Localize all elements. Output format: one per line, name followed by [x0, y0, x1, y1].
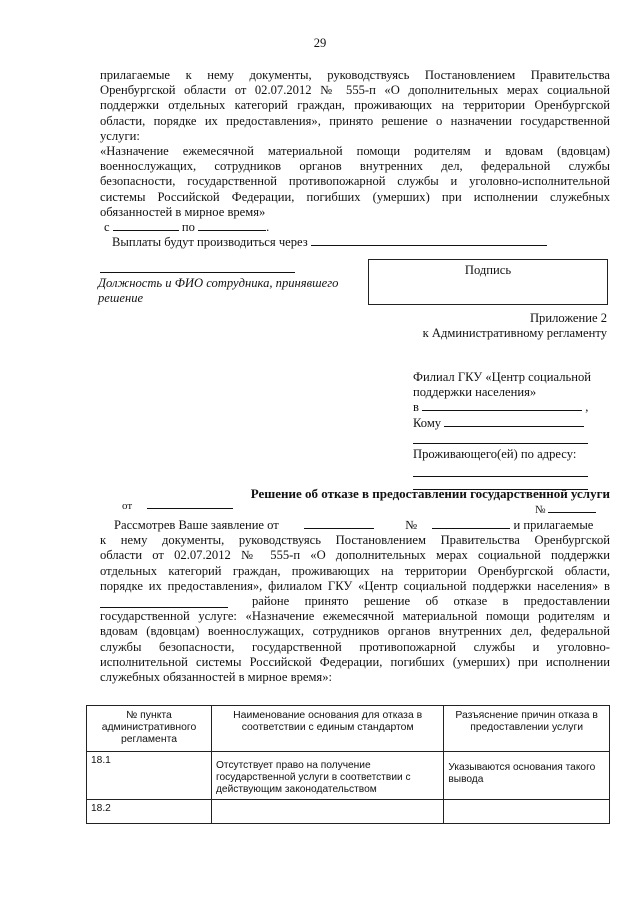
district-blank[interactable]	[100, 594, 228, 608]
decision-body-line: порядке их предоставления», филиалом ГКУ «Центр социальной поддержки населения» в	[100, 578, 610, 593]
table-row	[87, 752, 610, 800]
intro-paragraph	[100, 68, 610, 250]
decision-body-text: Рассмотрев Ваше заявление от	[114, 518, 279, 532]
decision-body-line: отдельных категорий граждан, проживающих на территории Оренбургской области,	[100, 563, 610, 578]
period-line: с по .	[104, 220, 270, 235]
application-date-blank[interactable]	[304, 527, 374, 529]
decision-date-line	[122, 499, 233, 514]
decision-date-blank[interactable]	[147, 507, 233, 509]
table-header-row	[87, 706, 610, 752]
intro-line: военнослужащих, сотрудников органов внутренних дел, федеральной службы	[100, 159, 610, 174]
decision-body-text: №	[405, 518, 418, 532]
period-from-label: с	[104, 220, 110, 235]
table-header-cell: Разъяснение причин отказа в предоставлении услуги	[444, 706, 610, 752]
addressee-block: Филиал ГКУ «Центр социальной поддержки населения» в , Кому Проживающего(ей) по адресу:	[413, 370, 613, 490]
intro-line: обязанностей в мирное время»	[100, 204, 266, 219]
decision-body-line	[100, 594, 610, 609]
position-caption-line: решение	[98, 291, 144, 306]
appendix-line: к Административному регламенту	[422, 326, 607, 341]
intro-line: «Назначение ежемесячной материальной помощи родителям и вдовам (вдовцам)	[100, 144, 610, 159]
decision-body-line: к нему документы, руководствуясь Постановлением Правительства Оренбургской	[100, 533, 610, 548]
payments-line	[100, 235, 610, 250]
decision-date-label: от	[122, 500, 133, 512]
addressee-in-label: в	[413, 400, 419, 415]
application-number-blank[interactable]	[432, 527, 510, 529]
decision-body-line: области от 02.07.2012 № 555-п «О дополнительных мерах социальной поддержки	[100, 548, 610, 563]
decision-number-blank[interactable]	[548, 511, 596, 513]
appendix-line: Приложение 2	[529, 311, 607, 325]
table-header-cell: № пункта административного регламента	[87, 706, 212, 752]
decision-body-text: и прилагаемые	[513, 518, 594, 532]
intro-line: услуги:	[100, 128, 140, 143]
refusal-reasons-table	[86, 705, 610, 824]
table-cell: 18.1	[87, 752, 212, 800]
intro-line: системы Российской Федерации, погибших (умерших) при исполнении служебных	[100, 189, 610, 204]
page-number: 29	[313, 36, 327, 50]
decision-body-line: служебных обязанностей в мирное время»:	[100, 670, 333, 685]
intro-line: области, порядке их предоставления», принято решение о назначении государственной	[100, 113, 610, 128]
table-cell: 18.2	[87, 800, 212, 824]
signature-box[interactable]	[368, 259, 608, 305]
addressee-to-blank[interactable]	[444, 425, 584, 427]
decision-body-text: районе принято решение об отказе в предоставлении	[252, 594, 610, 609]
table-cell: Отсутствует право на получение государственной услуги в соответствии с действующим законодательством	[211, 752, 443, 800]
addressee-to-label: Кому	[413, 415, 442, 430]
decision-body-line: вдовам (вдовцам) военнослужащих, сотрудников органов внутренних дел, федеральной	[100, 624, 610, 639]
position-signature-line	[100, 272, 295, 273]
addressee-in-blank[interactable]	[422, 409, 582, 411]
table-cell: Указываются основания такого вывода	[444, 752, 610, 800]
period-to-label: по	[181, 220, 195, 235]
address-label: Проживающего(ей) по адресу:	[413, 446, 577, 461]
signature-label: Подпись	[464, 263, 512, 277]
decision-number-label: №	[535, 504, 546, 516]
decision-body-line: государственной услуге: «Назначение ежемесячной материальной помощи родителям и	[100, 609, 610, 624]
position-caption-line: Должность и ФИО сотрудника, принявшего	[98, 276, 339, 290]
addressee-line: Филиал ГКУ «Центр социальной	[413, 370, 592, 384]
table-cell	[444, 800, 610, 824]
payments-blank[interactable]	[311, 244, 547, 246]
period-from-blank[interactable]	[113, 229, 179, 231]
intro-line: Оренбургской области от 02.07.2012 № 555-п «О дополнительных мерах социальной	[100, 83, 610, 98]
intro-line: безопасности, государственной противопожарной службы и уголовно-исполнительной	[100, 174, 610, 189]
address-blank-line[interactable]	[413, 462, 588, 477]
decision-body-line: исполнительной системы Российской Федерации, погибших (умерших) при исполнении	[100, 654, 610, 669]
decision-number-line	[535, 503, 596, 518]
decision-title: Решение об отказе в предоставлении государственной услуги	[250, 486, 610, 501]
payments-label: Выплаты будут производиться через	[112, 235, 308, 250]
position-caption	[98, 276, 368, 306]
decision-body-line	[100, 518, 610, 533]
addressee-blank-line[interactable]	[413, 431, 588, 444]
addressee-line: поддержки населения»	[413, 385, 537, 400]
intro-line: поддержки отдельных категорий граждан, проживающих на территории Оренбургской	[100, 98, 610, 113]
table-header-cell: Наименование основания для отказа в соответствии с единым стандартом	[211, 706, 443, 752]
table-cell	[211, 800, 443, 824]
table-row	[87, 800, 610, 824]
period-to-blank[interactable]	[198, 229, 266, 231]
appendix-heading	[330, 311, 607, 341]
decision-body-line: службы безопасности, государственной противопожарной службы и уголовно-	[100, 639, 610, 654]
decision-body	[100, 518, 610, 685]
intro-line: прилагаемые к нему документы, руководствуясь Постановлением Правительства	[100, 68, 610, 82]
